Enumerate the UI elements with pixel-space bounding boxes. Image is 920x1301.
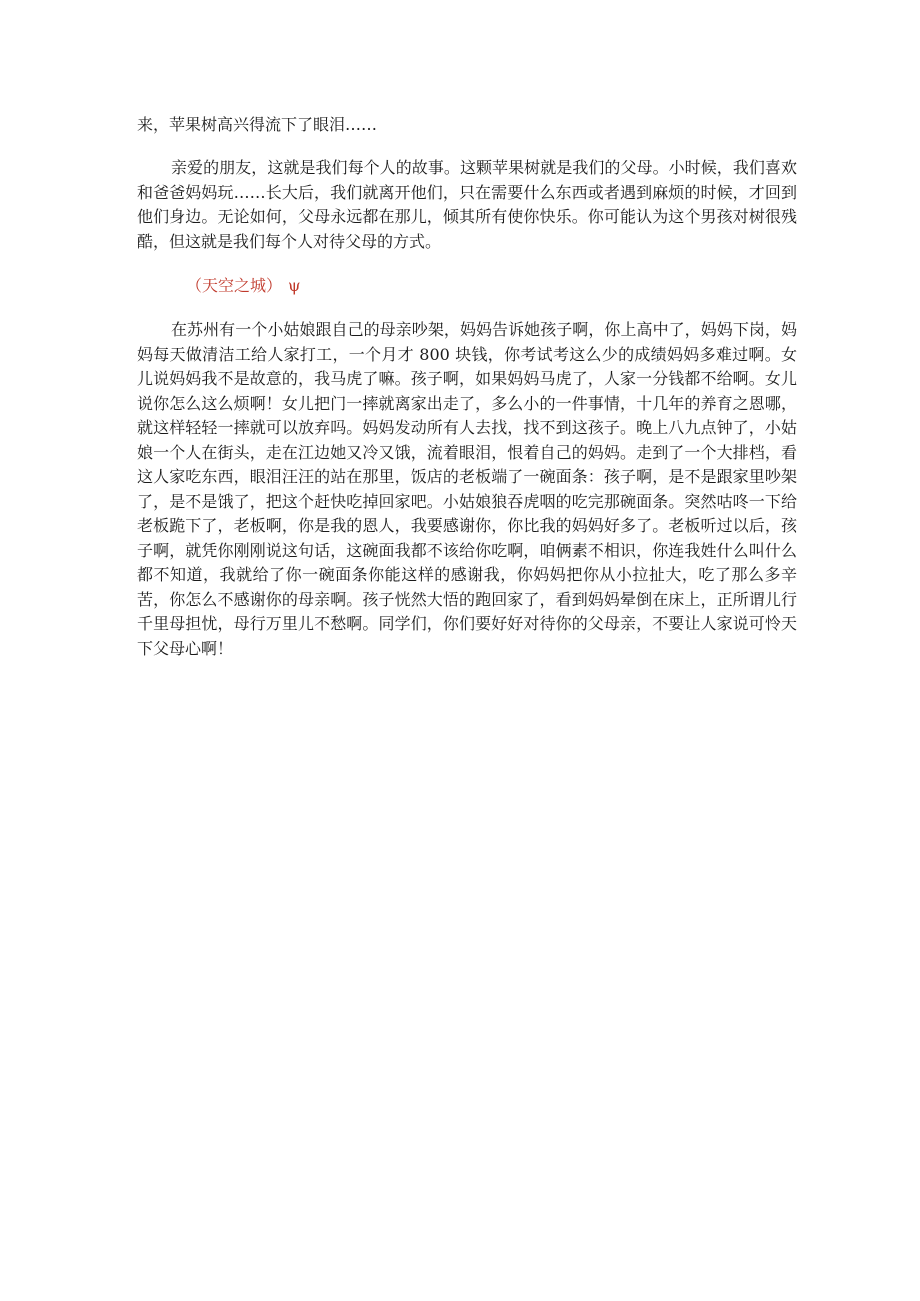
continuation-line: 来，苹果树高兴得流下了眼泪…… — [137, 115, 378, 134]
signature-text: （天空之城） — [186, 276, 283, 295]
psi-mark: ψ — [288, 276, 301, 295]
author-signature — [186, 274, 301, 298]
moral-paragraph: 亲爱的朋友，这就是我们每个人的故事。这颗苹果树就是我们的父母。小时候，我们喜欢和爸爸妈妈玩……长大后，我们就离开他们，只在需要什么东西或者遇到麻烦的时候，才回到他们身边。无论如何，父母永远都在那儿，倾其所有使你快乐。你可能认为这个男孩对树很残酷，但这就是我们每个人对待父母的方式。 — [137, 158, 797, 251]
story-paragraph: 在苏州有一个小姑娘跟自己的母亲吵架，妈妈告诉她孩子啊，你上高中了，妈妈下岗，妈妈每天做清洁工给人家打工，一个月才 800 块钱，你考试考这么少的成绩妈妈多难过啊。女儿说妈妈我不是故意的，我马虎了嘛。孩子啊，如果妈妈马虎了，人家一分钱都不给啊。女儿说你怎么这么烦啊！女儿把门一摔就离家出走了，多么小的一件事情，十几年的养育之恩哪，就这样轻轻一摔就可以放弃吗。妈妈发动所有人去找，找不到这孩子。晚上八九点钟了，小姑娘一个人在街头，走在江边她又冷又饿，流着眼泪，恨着自己的妈妈。走到了一个大排档，看这人家吃东西，眼泪汪汪的站在那里，饭店的老板端了一碗面条：孩子啊，是不是跟家里吵架了，是不是饿了，把这个赶快吃掉回家吧。小姑娘狼吞虎咽的吃完那碗面条。突然咕咚一下给老板跪下了，老板啊，你是我的恩人，我要感谢你，你比我的妈妈好多了。老板听过以后，孩子啊，就凭你刚刚说这句话，这碗面我都不该给你吃啊，咱俩素不相识，你连我姓什么叫什么都不知道，我就给了你一碗面条你能这样的感谢我，你妈妈把你从小拉扯大，吃了那么多辛苦，你怎么不感谢你的母亲啊。孩子恍然大悟的跑回家了，看到妈妈晕倒在床上，正所谓儿行千里母担忧，母行万里儿不愁啊。同学们，你们要好好对待你的父母亲，不要让人家说可怜天下父母心啊！ — [137, 320, 797, 658]
